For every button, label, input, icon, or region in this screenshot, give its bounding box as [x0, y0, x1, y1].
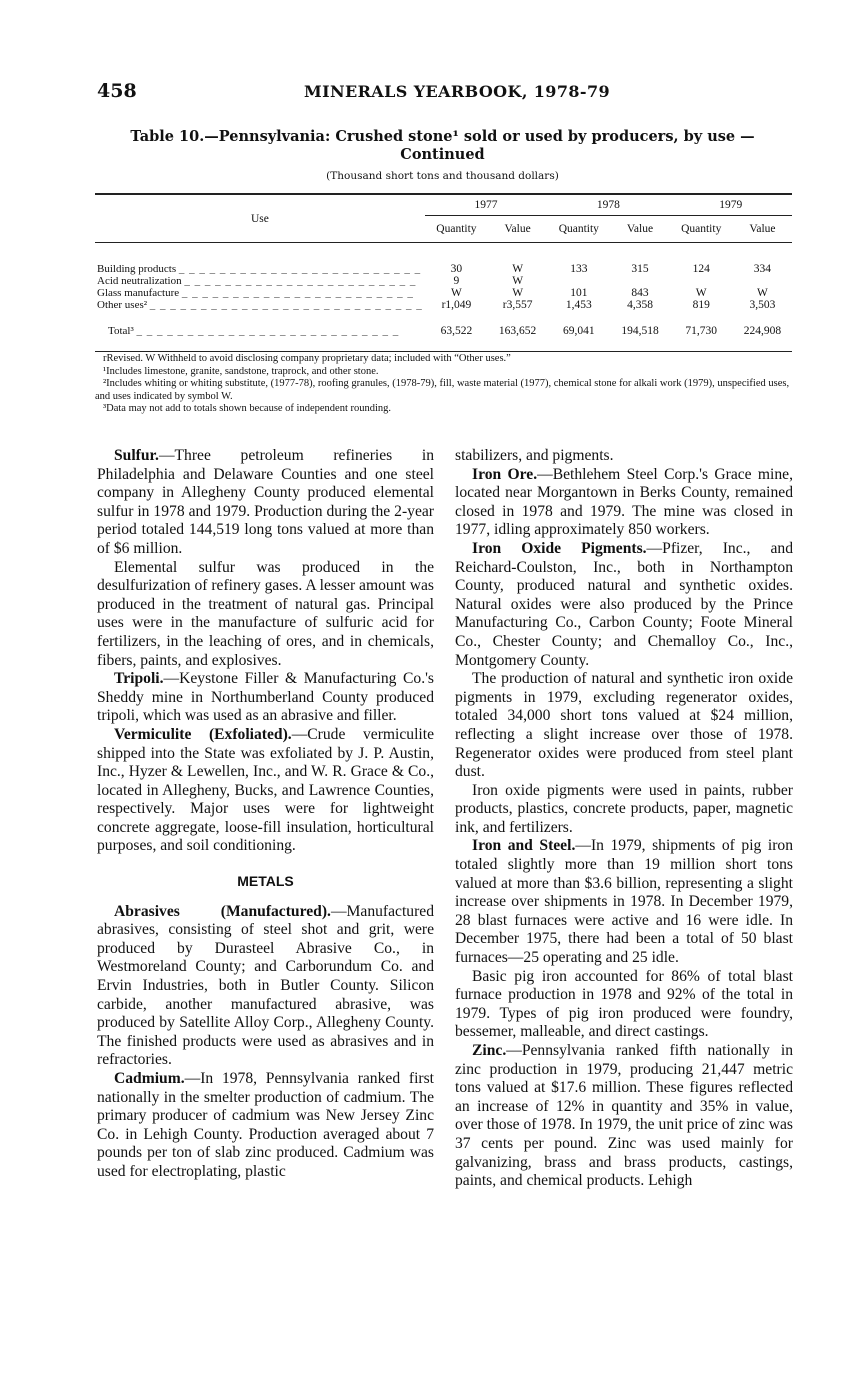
use-column-header: Use: [95, 194, 425, 243]
table-row: Glass manufacture _ _ _ _ _ _ _ _ _ _ _ _ _ _ _ _ _ _ _ _ _ _ _ W W 101 843 W W: [95, 287, 792, 299]
table-cell: [670, 275, 733, 287]
table-cell: [610, 275, 669, 287]
value-header: Value: [733, 216, 792, 243]
iron-oxide-paragraph-3: Iron oxide pigments were used in paints, rubber products, plastics, concrete products, paper, magnetic ink, and fertilizers.: [455, 781, 793, 836]
table-cell: 224,908: [733, 311, 792, 352]
table-cell: 163,652: [488, 311, 547, 352]
iron-oxide-paragraph-2: The production of natural and synthetic iron oxide pigments in 1979, excluding regenerator oxides, totaled 34,000 short tons valued at $24 million, reflecting a slight increase over those of 1978. Regenerator oxides were produced from steel plant dust.: [455, 670, 793, 781]
quantity-header: Quantity: [425, 216, 488, 243]
abrasives-heading: Abrasives (Manufactured).: [114, 902, 331, 920]
table-cell: 9: [453, 275, 460, 287]
sulfur-paragraph-2: Elemental sulfur was produced in the desulfurization of refinery gases. A lesser amount was produced in the treatment of natural gas. Principal uses were in the manufacture of sulfuric acid for fertilizers, in the leaching of ores, and in chemicals, fibers, paints, and explosives.: [97, 558, 434, 669]
footnote: ²Includes whiting or whiting substitute, (1977-78), roofing granules, (1978-79), fill, waste material (1977), chemical stone for alkali work (1979), unspecified uses, and uses indicated by symbol W.: [95, 378, 790, 402]
table-subtitle: (Thousand short tons and thousand dollars): [326, 170, 559, 182]
quantity-header: Quantity: [547, 216, 610, 243]
row-label: Building products: [97, 263, 177, 275]
table-cell: W: [695, 287, 707, 299]
metals-heading: METALS: [237, 873, 294, 890]
table-cell: 194,518: [610, 311, 669, 352]
table-cell: 71,730: [670, 311, 733, 352]
page-number: 458: [97, 80, 137, 102]
right-text-column: [455, 447, 793, 1191]
year-header: 1978: [547, 194, 669, 216]
table-cell: 819: [692, 299, 710, 311]
table-footnotes: [95, 353, 795, 416]
iron-oxide-heading: Iron Oxide Pigments.: [472, 539, 647, 557]
iron-steel-paragraph-2: Basic pig iron accounted for 86% of total blast furnace production in 1978 and 92% of the total in 1979. Types of pig iron produced were foundry, bessemer, malleable, and direct castings.: [455, 967, 793, 1041]
tripoli-paragraph: Tripoli.—Keystone Filler & Manufacturing Co.'s Sheddy mine in Northumberland County produced tripoli, which was used as an abrasive and filler.: [97, 670, 434, 725]
zinc-heading: Zinc.: [472, 1042, 507, 1059]
table-cell: r1,049: [441, 299, 472, 311]
table-row: Building products _ _ _ _ _ _ _ _ _ _ _ _ _ _ _ _ _ _ _ _ _ _ _ _ 30 W 133 315 124 334: [95, 263, 792, 275]
row-label: Other uses²: [97, 299, 148, 311]
cadmium-paragraph: Cadmium.—In 1978, Pennsylvania ranked first nationally in the smelter production of cadmium. The primary producer of cadmium was New Jersey Zinc Co. in Lehigh County. Production averaged about 7 pounds per ton of slab zinc produced. Cadmium was used for electroplating, plastic: [97, 1070, 434, 1180]
table-cell: r3,557: [502, 299, 533, 311]
zinc-paragraph: Zinc.—Pennsylvania ranked fifth nationally in zinc production in 1979, producing 21,447 metric tons valued at $17.6 million. These figures reflected an increase of 12% in quantity and 35% in value, over those of 1978. In 1979, the unit price of zinc was 37 cents per pound. Zinc was used mainly for galvanizing, brass and brass products, castings, paints, and chemical products. Lehigh: [455, 1042, 793, 1190]
table-cell: 124: [692, 263, 710, 275]
table-cell: 334: [753, 263, 772, 275]
cadmium-heading: Cadmium.: [114, 1070, 185, 1087]
crushed-stone-table: [95, 193, 792, 352]
row-label: Total³: [108, 325, 134, 337]
total-row: Total³ _ _ _ _ _ _ _ _ _ _ _ _ _ _ _ _ _ _ _ _ _ _ _ _ _ _ 63,522 163,652 69,041 194,518 71,730 224,908: [95, 311, 792, 352]
table-cell: 843: [631, 287, 649, 299]
table-cell: 4,358: [627, 299, 653, 311]
footnote: ³Data may not add to totals shown because of independent rounding.: [103, 403, 392, 414]
table-title: Table 10.—Pennsylvania: Crushed stone¹ sold or used by producers, by use —Continued: [130, 128, 755, 163]
iron-oxide-paragraph: Iron Oxide Pigments.—Pfizer, Inc., and Reichard-Coulston, Inc., both in Northampton County, produced natural and synthetic oxides. Natural oxides were also produced by the Prince Manufacturing Co., Carbon County; Foote Mineral Co., Chester County; and Chemalloy Co., Inc., Montgomery County.: [455, 539, 793, 669]
year-header: 1977: [425, 194, 547, 216]
left-text-column: [97, 447, 434, 1182]
iron-steel-paragraph: Iron and Steel.—In 1979, shipments of pig iron totaled slightly more than 19 million short tons valued at more than $3.6 billion, representing a slight increase over shipments in 1978. In December 1979, 28 blast furnaces were active and 16 were idle. In December 1975, there had been a total of 50 blast furnaces—25 operating and 25 idle.: [455, 837, 793, 967]
sulfur-heading: Sulfur.: [114, 447, 159, 464]
row-label: Acid neutralization: [97, 275, 182, 287]
table-cell: 133: [570, 263, 588, 275]
iron-ore-heading: Iron Ore.: [472, 465, 538, 483]
table-cell: W: [512, 287, 524, 299]
footnote: ¹Includes limestone, granite, sandstone, traprock, and other stone.: [103, 365, 379, 377]
row-label: Glass manufacture: [97, 287, 180, 299]
table-cell: W: [450, 287, 462, 299]
table-row: Acid neutralization _ _ _ _ _ _ _ _ _ _ _ _ _ _ _ _ _ _ _ _ _ _ _ 9 W: [95, 275, 792, 287]
value-header: Value: [610, 216, 669, 243]
table-cell: 315: [631, 263, 649, 275]
sulfur-paragraph: Sulfur.—Three petroleum refineries in Philadelphia and Delaware Counties and one steel company in Allegheny County produced elemental sulfur in 1978 and 1979. Production during the 2-year period totaled 144,519 long tons valued at more than of $6 million.: [97, 447, 434, 557]
table-cell: 1,453: [565, 299, 592, 311]
footnote: rRevised. W Withheld to avoid disclosing company proprietary data; included with “Other uses.”: [103, 353, 511, 364]
value-header: Value: [488, 216, 547, 243]
table-cell: 101: [570, 287, 588, 299]
vermiculite-paragraph: Vermiculite (Exfoliated).—Crude vermiculite shipped into the State was exfoliated by J. P. Austin, Inc., Hyzer & Lewellen, Inc., and W. R. Grace & Co., located in Allegheny, Bucks, and Lawrence Counties, respectively. Major uses were for lightweight concrete aggregate, loose-fill insulation, horticultural purposes, and soil conditioning.: [97, 725, 434, 855]
table-cell: W: [756, 287, 768, 299]
year-header: 1979: [670, 194, 792, 216]
quantity-header: Quantity: [670, 216, 733, 243]
vermiculite-heading: Vermiculite (Exfoliated).: [114, 725, 292, 743]
table-cell: 30: [450, 263, 463, 275]
tripoli-heading: Tripoli.: [114, 670, 164, 688]
continued-paragraph: stabilizers, and pigments.: [455, 447, 614, 464]
table-row: Other uses² _ _ _ _ _ _ _ _ _ _ _ _ _ _ _ _ _ _ _ _ _ _ _ _ _ _ _ r1,049 r3,557 1,453 4,358 819 3,503: [95, 299, 792, 311]
table-cell: 63,522: [425, 311, 488, 352]
running-title: MINERALS YEARBOOK, 1978-79: [304, 82, 611, 101]
iron-ore-paragraph: Iron Ore.—Bethlehem Steel Corp.'s Grace mine, located near Morgantown in Berks County, remained closed in 1978 and 1979. The mine was closed in 1977, idling approximately 850 workers.: [455, 465, 793, 539]
page-header: [97, 80, 787, 106]
abrasives-paragraph: Abrasives (Manufactured).—Manufactured abrasives, consisting of steel shot and grit, were produced by Durasteel Abrasive Co., in Westmoreland County; and Carborundum Co. and Ervin Industries, both in Butler County. Silicon carbide, another manufactured abrasive, was produced by Satellite Alloy Corp., Allegheny County. The finished products were used as abrasives and in refractories.: [97, 902, 434, 1069]
table-cell: 3,503: [749, 299, 776, 311]
table-cell: W: [512, 263, 524, 275]
table-cell: 69,041: [547, 311, 610, 352]
table-cell: W: [512, 275, 524, 287]
iron-steel-heading: Iron and Steel.: [472, 837, 576, 855]
table-cell: [733, 275, 792, 287]
table-cell: [547, 275, 610, 287]
